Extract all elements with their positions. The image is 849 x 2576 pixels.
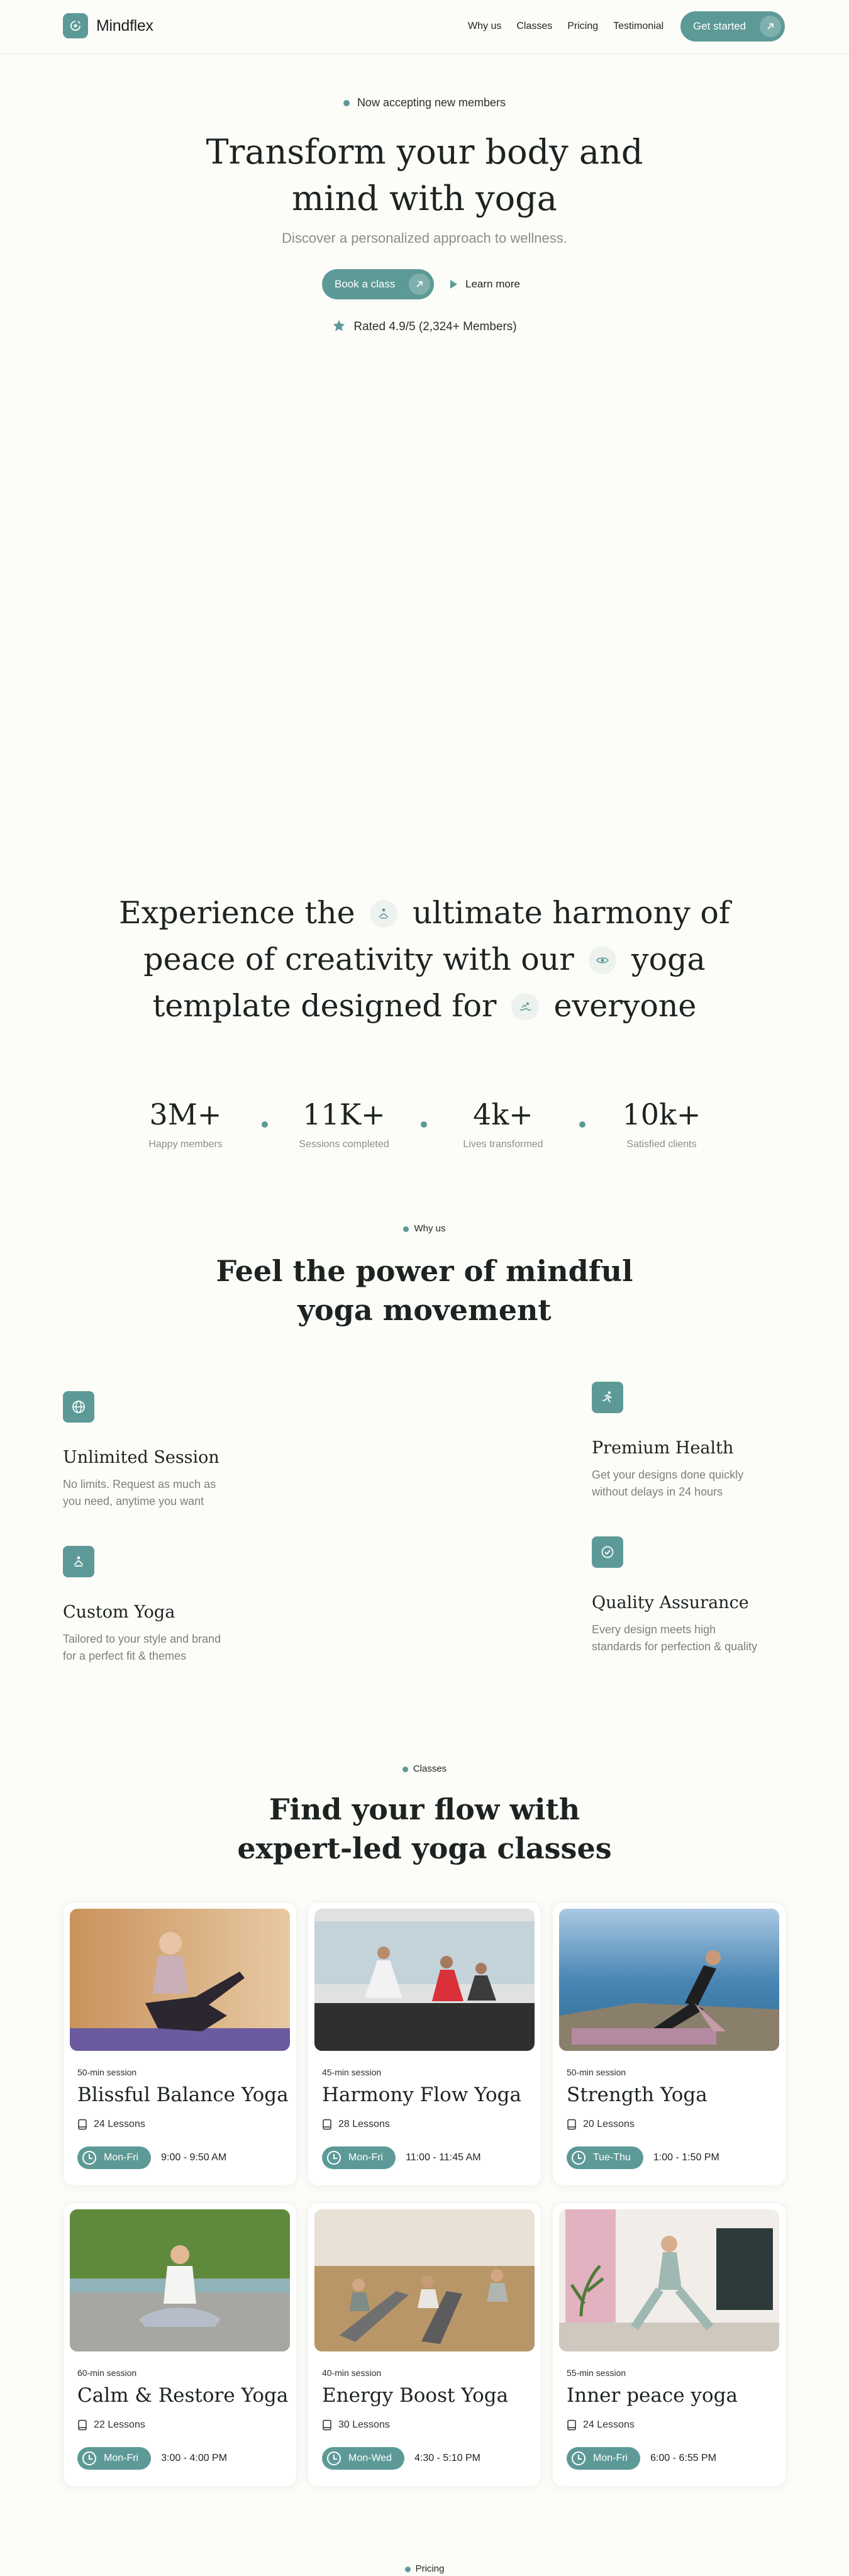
class-days: Mon-Fri [104,2453,139,2463]
class-schedule [567,2146,719,2169]
meditation-icon [370,900,397,928]
nav-link-classes[interactable]: Classes [516,21,553,31]
hero-badge [0,96,849,109]
tag-dot-icon [402,1767,408,1772]
class-days: Mon-Wed [348,2453,392,2463]
class-time: 6:00 - 6:55 PM [650,2453,717,2463]
hero-title-line2: mind with yoga [292,179,557,218]
classes-tag [0,1763,849,1774]
feature-desc: Get your designs done quickly without delays in 24 hours [592,1468,744,1498]
classes-tag-text: Classes [413,1763,447,1774]
learn-more-link[interactable] [449,278,520,291]
stat-value: 4k+ [473,1097,533,1131]
feature-title: Unlimited Session [63,1448,219,1467]
class-card-inner-peace[interactable] [552,2202,786,2487]
feature-title: Custom Yoga [63,1602,175,1622]
feature-desc: Tailored to your style and brand for a perfect fit & themes [63,1633,221,1662]
running-icon [592,1382,623,1413]
star-icon [332,319,346,333]
class-time: 1:00 - 1:50 PM [653,2152,719,2163]
why-us-title-line2: yoga movement [297,1293,552,1327]
class-card-harmony-flow[interactable] [308,1902,541,2186]
pricing-tag [0,2563,849,2574]
class-lessons-text: 28 Lessons [338,2119,390,2129]
book-icon [77,2419,87,2431]
class-time: 9:00 - 9:50 AM [161,2152,227,2163]
arrow-up-right-icon [409,274,430,295]
stat-label: Satisfied clients [626,1139,697,1150]
book-icon [567,2419,577,2431]
class-schedule [322,2146,481,2169]
hero-title [0,129,849,222]
book-class-label: Book a class [335,278,396,290]
class-time: 11:00 - 11:45 AM [406,2152,481,2163]
learn-more-label: Learn more [465,278,520,290]
class-lessons-text: 22 Lessons [94,2419,145,2430]
feature-title: Quality Assurance [592,1593,749,1613]
swimmer-icon [511,993,539,1021]
stat-value: 11K+ [302,1097,386,1131]
tag-dot-icon [403,1226,409,1232]
class-lessons-text: 24 Lessons [94,2119,145,2129]
play-icon [449,279,458,289]
nav-link-pricing[interactable]: Pricing [567,21,599,31]
check-circle-icon [592,1536,623,1568]
nav-links [468,21,663,32]
feature-title: Premium Health [592,1438,734,1458]
class-lessons [77,2419,145,2431]
classes-title-line1: Find your flow with [269,1792,580,1826]
hero-actions [322,269,520,299]
clock-icon [572,2451,585,2465]
separator-dot [421,1121,427,1128]
class-days: Mon-Fri [348,2152,384,2163]
nav-link-why-us[interactable]: Why us [468,21,502,31]
clock-icon [327,2151,341,2165]
logo-icon [63,13,88,38]
class-photo [70,2209,290,2351]
class-lessons-text: 24 Lessons [583,2419,635,2430]
class-days-badge [567,2146,643,2169]
class-photo [314,2209,535,2351]
class-schedule [77,2447,227,2470]
stat-lives-transformed [428,1097,579,1150]
feature-desc: Every design meets high standards for perfection & quality [592,1623,758,1653]
class-session: 45-min session [322,2067,382,2077]
class-title: Inner peace yoga [567,2384,738,2407]
class-session: 50-min session [567,2067,626,2077]
class-photo [70,1909,290,2051]
stat-happy-members [110,1097,261,1150]
brand-name: Mindflex [96,16,153,35]
feature-desc: No limits. Request as much as you need, anytime you want [63,1478,216,1507]
class-title: Calm & Restore Yoga [77,2384,289,2407]
clock-icon [327,2451,341,2465]
tag-dot-icon [405,2567,411,2572]
book-icon [567,2119,577,2130]
class-lessons [322,2119,390,2130]
class-card-strength[interactable] [552,1902,786,2186]
status-dot-icon [343,100,350,106]
class-schedule [77,2146,226,2169]
class-lessons [77,2119,145,2130]
nav-link-testimonial[interactable]: Testimonial [613,21,664,31]
globe-icon [63,1391,94,1423]
why-us-tag [0,1223,849,1234]
harmony-text-3: peace of creativity with our [143,941,574,977]
stat-satisfied-clients [586,1097,737,1150]
get-started-label: Get started [693,20,746,32]
class-photo [559,1909,779,2051]
harmony-text-6: everyone [553,988,697,1024]
hero-rating [0,319,849,334]
stat-sessions-completed [269,1097,419,1150]
why-us-title [0,1252,849,1330]
class-days-badge [77,2146,151,2169]
class-time: 3:00 - 4:00 PM [161,2453,228,2463]
class-schedule [322,2447,480,2470]
harmony-statement [0,890,849,1030]
class-session: 60-min session [77,2368,137,2378]
arrow-up-right-icon [760,16,781,37]
class-days: Mon-Fri [593,2453,628,2463]
harmony-text-2: ultimate harmony of [412,895,730,931]
class-lessons [567,2419,635,2431]
class-title: Blissful Balance Yoga [77,2084,289,2106]
hero-subtitle: Discover a personalized approach to wellness. [282,230,567,246]
class-days-badge [567,2447,640,2470]
class-lessons-text: 20 Lessons [583,2119,635,2129]
class-title: Harmony Flow Yoga [322,2084,521,2106]
harmony-text-4: yoga [631,941,706,977]
classes-title [0,1790,849,1868]
separator-dot [262,1121,268,1128]
stat-value: 3M+ [149,1097,222,1131]
stat-label: Lives transformed [463,1139,543,1150]
separator-dot [579,1121,585,1128]
top-navbar [0,0,849,54]
feature-premium-health [592,1382,780,1501]
class-time: 4:30 - 5:10 PM [414,2453,481,2463]
book-icon [322,2119,332,2130]
harmony-text-5: template designed for [152,988,497,1024]
class-schedule [567,2447,716,2470]
why-us-title-line1: Feel the power of mindful [216,1254,633,1288]
feature-unlimited-session [63,1391,252,1510]
why-us-tag-text: Why us [414,1223,446,1234]
class-session: 40-min session [322,2368,382,2378]
stat-label: Sessions completed [299,1139,389,1150]
book-class-button[interactable] [322,269,434,299]
clock-icon [572,2151,585,2165]
get-started-button[interactable] [680,11,785,42]
class-days: Mon-Fri [104,2152,139,2163]
harmony-text-1: Experience the [119,895,355,931]
hero-badge-text: Now accepting new members [357,96,506,109]
feature-quality-assurance [592,1536,780,1655]
book-icon [77,2119,87,2130]
book-icon [322,2419,332,2431]
feature-custom-yoga [63,1546,252,1665]
class-days: Tue-Thu [593,2152,631,2163]
class-card-calm-restore[interactable] [63,2202,297,2487]
class-lessons [322,2419,390,2431]
class-photo [559,2209,779,2351]
class-session: 55-min session [567,2368,626,2378]
class-title: Energy Boost Yoga [322,2384,509,2407]
class-session: 50-min session [77,2067,137,2077]
eye-icon [589,947,616,974]
class-days-badge [322,2447,404,2470]
class-card-energy-boost[interactable] [308,2202,541,2487]
stat-label: Happy members [148,1139,223,1150]
meditation-icon [63,1546,94,1577]
class-days-badge [77,2447,151,2470]
class-lessons [567,2119,635,2130]
hero-title-line1: Transform your body and [206,132,643,172]
brand[interactable] [63,13,153,38]
class-card-blissful-balance[interactable] [63,1902,297,2186]
clock-icon [82,2451,96,2465]
classes-title-line2: expert-led yoga classes [237,1831,612,1865]
stat-value: 10k+ [622,1097,701,1131]
rating-text: Rated 4.9/5 (2,324+ Members) [353,320,517,333]
clock-icon [82,2151,96,2165]
class-photo [314,1909,535,2051]
class-days-badge [322,2146,396,2169]
pricing-tag-text: Pricing [415,2563,445,2574]
class-title: Strength Yoga [567,2084,708,2106]
class-lessons-text: 30 Lessons [338,2419,390,2430]
